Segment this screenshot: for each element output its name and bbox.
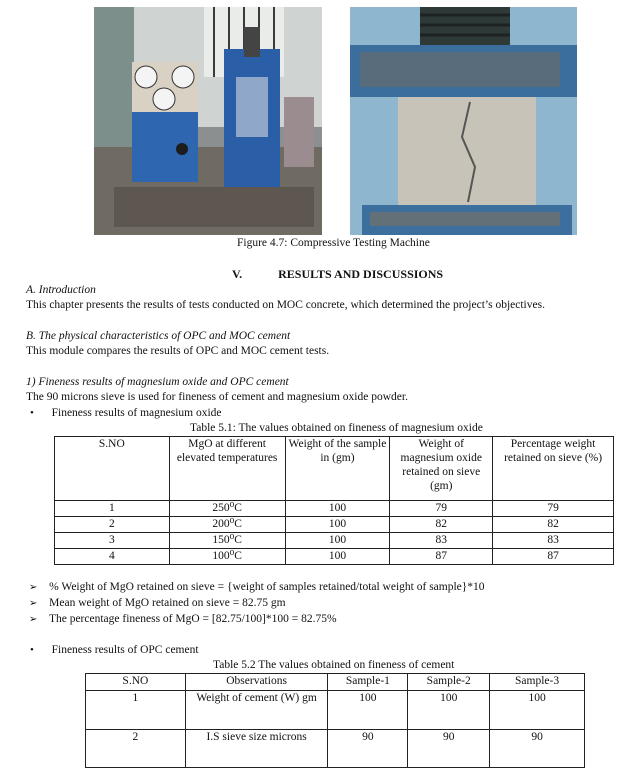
table-row [55, 501, 614, 517]
table-cell: I.S sieve size microns [185, 730, 328, 768]
formula-text: % Weight of MgO retained on sieve = {weight of samples retained/total weight of sample}*10 [49, 581, 485, 593]
table-cell: 2 [55, 517, 170, 533]
testing-machine-photo [94, 7, 322, 235]
table52-header: Sample-3 [490, 674, 585, 691]
physical-text: This module compares the results of OPC and MOC cement tests. [26, 345, 330, 357]
formula-line [29, 612, 337, 627]
physical-heading: B. The physical characteristics of OPC and MOC cement [26, 330, 291, 342]
fineness-heading: 1) Fineness results of magnesium oxide and OPC cement [26, 376, 289, 388]
table-row [55, 549, 614, 565]
table-row [86, 691, 585, 730]
table51-header: S.NO [55, 437, 170, 501]
table-cell: 1 [55, 501, 170, 517]
table-5-1 [54, 436, 614, 565]
table51-header: Weight of the sample in (gm) [285, 437, 390, 501]
table-cell: 90 [408, 730, 490, 768]
table-cell: 87 [493, 549, 614, 565]
table-cell: 100 [285, 533, 390, 549]
formula-line [29, 580, 485, 595]
bullet-mgo-text: Fineness results of magnesium oxide [51, 407, 222, 419]
arrow-bullet-icon: ➢ [29, 582, 38, 593]
table51-header: MgO at different elevated temperatures [169, 437, 285, 501]
formula-text: Mean weight of MgO retained on sieve = 82.75 gm [49, 597, 286, 609]
bullet-icon: • [30, 407, 34, 419]
table52-header: S.NO [86, 674, 186, 691]
section-heading [232, 267, 443, 282]
table-row [55, 533, 614, 549]
bullet-icon: • [30, 644, 34, 656]
table-cell: 82 [493, 517, 614, 533]
table-cell: 87 [390, 549, 493, 565]
table-cell: 90 [328, 730, 408, 768]
table-cell: 1 [86, 691, 186, 730]
table-cell: 100 [285, 517, 390, 533]
table-cell: 79 [390, 501, 493, 517]
cube-compression-photo [350, 7, 577, 235]
table-cell: 83 [390, 533, 493, 549]
table51-header: Percentage weight retained on sieve (%) [493, 437, 614, 501]
table-5-2 [85, 673, 585, 768]
intro-heading: A. Introduction [26, 284, 96, 296]
table-cell: 100⁰C [169, 549, 285, 565]
section-title: RESULTS AND DISCUSSIONS [278, 267, 444, 281]
table52-caption: Table 5.2 The values obtained on fineness of cement [213, 659, 455, 671]
intro-text: This chapter presents the results of tests conducted on MOC concrete, which determined the project’s objectives. [26, 299, 545, 311]
formula-text: The percentage fineness of MgO = [82.75/100]*100 = 82.75% [48, 613, 337, 625]
table52-header-row [86, 674, 585, 691]
table51-header-row [55, 437, 614, 501]
arrow-bullet-icon: ➢ [29, 598, 38, 609]
table-cell: 150⁰C [169, 533, 285, 549]
bullet-opc [30, 643, 199, 657]
table51-header: Weight of magnesium oxide retained on sieve (gm) [390, 437, 493, 501]
table52-header: Sample-2 [408, 674, 490, 691]
table-cell: 100 [285, 549, 390, 565]
table-cell: 100 [328, 691, 408, 730]
bullet-mgo [30, 406, 222, 420]
table51-caption: Table 5.1: The values obtained on fineness of magnesium oxide [190, 422, 483, 434]
table52-header: Sample-1 [328, 674, 408, 691]
table-cell: 3 [55, 533, 170, 549]
table-row [55, 517, 614, 533]
table-cell: 82 [390, 517, 493, 533]
table-cell: 90 [490, 730, 585, 768]
figure-caption: Figure 4.7: Compressive Testing Machine [237, 237, 430, 249]
table-cell: 83 [493, 533, 614, 549]
table-cell: 100 [408, 691, 490, 730]
formula-line [29, 596, 286, 611]
table52-header: Observations [185, 674, 328, 691]
table-row [86, 730, 585, 768]
table-cell: 200⁰C [169, 517, 285, 533]
table-cell: 79 [493, 501, 614, 517]
bullet-opc-text: Fineness results of OPC cement [51, 644, 199, 656]
table-cell: 4 [55, 549, 170, 565]
table-cell: 100 [490, 691, 585, 730]
arrow-bullet-icon: ➢ [29, 614, 38, 625]
fineness-text: The 90 microns sieve is used for fineness of cement and magnesium oxide powder. [26, 391, 408, 403]
table-cell: 100 [285, 501, 390, 517]
table-cell: Weight of cement (W) gm [185, 691, 328, 730]
section-number: V. [232, 267, 243, 281]
table-cell: 2 [86, 730, 186, 768]
table-cell: 250⁰C [169, 501, 285, 517]
